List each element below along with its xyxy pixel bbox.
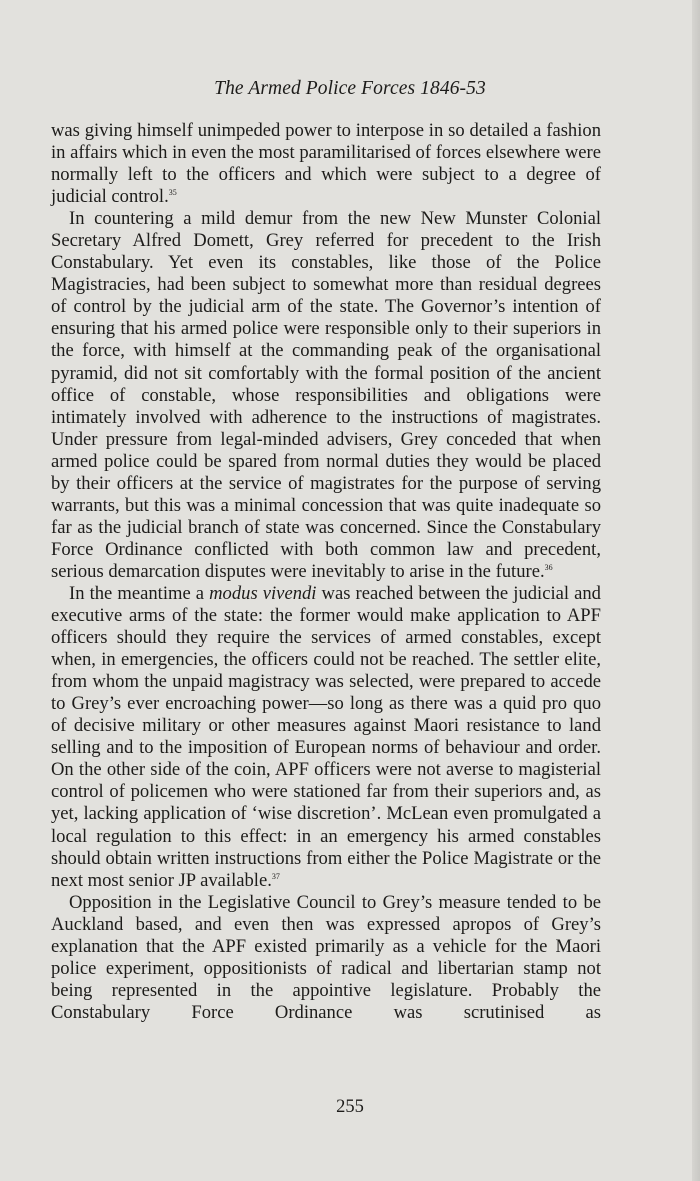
paragraph-text: In countering a mild demur from the new New Munster Colonial Secretary Alfred Domett, Grey referred for precedent to the Irish Constabulary. Yet even its constables, like those of the Police Magistracies, had been subject to somewhat more than residual degrees of control by the judicial arm of the state. The Governor’s intention of ensuring that his armed police were responsible only to their superiors in the force, with himself at the commanding peak of the organisational pyramid, did not sit comfortably with the formal position of the ancient office of constable, whose responsibilities and obligations were intimately involved with adherence to the instructions of magistrates. Under pressure from legal-minded advisers, Grey conceded that when armed police could be spared from normal duties they would be placed by their officers at the service of magistrates for the purpose of serving warrants, but this was a minimal concession that was quite inadequate so far as the judicial branch of state was concerned. Since the Constabulary Force Ordinance conflicted with both common law and precedent, serious demarcation disputes were inevitably to arise in the future.	[51, 208, 601, 582]
paragraph-text: was giving himself unimpeded power to interpose in so detailed a fashion in affairs which in even the most paramilitarised of forces elsewhere were normally left to the officers and which were subject to a degree of judicial control.	[51, 120, 601, 208]
paragraph-3	[51, 583, 601, 892]
page-number: 255	[336, 1097, 364, 1117]
italic-phrase: modus vivendi	[209, 582, 317, 604]
footnote-ref-37: 37	[271, 871, 280, 881]
paragraph-text: was reached between the judicial and executive arms of the state: the former would make application to APF officers should they require the services of armed constables, except when, in emergencies, the officers could not be reached. The settler elite, from whom the unpaid magistracy was selected, were prepared to accede to Grey’s ever encroaching power—so long as there was a quid pro quo of decisive military or other measures against Maori resistance to land selling and to the imposition of European norms of behaviour and order. On the other side of the coin, APF officers were not averse to magisterial control of policemen who were stationed far from their superiors and, as yet, lacking application of ‘wise discretion’. McLean even promulgated a local regulation to this effect: in an emergency his armed constables should obtain written instructions from either the Police Magistrate or the next most senior JP available.	[51, 582, 601, 891]
paragraph-4	[51, 892, 601, 1024]
paragraph-2	[51, 208, 601, 583]
paragraph-text-start: In the meantime a	[69, 582, 210, 604]
paragraph-1	[51, 120, 601, 208]
page-edge	[692, 0, 700, 1181]
running-head: The Armed Police Forces 1846-53	[214, 78, 486, 99]
paragraph-text: Opposition in the Legislative Council to Grey’s measure tended to be Auckland based, and even then was expressed apropos of Grey’s explanation that the APF existed primarily as a vehicle for the Maori police experiment, oppositionists of radical and libertarian stamp not being represented in the appointive legislature. Probably the Constabulary Force Ordinance was scrutinised as	[51, 891, 601, 1023]
footnote-ref-36: 36	[544, 562, 553, 572]
body-text	[51, 120, 601, 1024]
footnote-ref-35: 35	[168, 187, 177, 197]
